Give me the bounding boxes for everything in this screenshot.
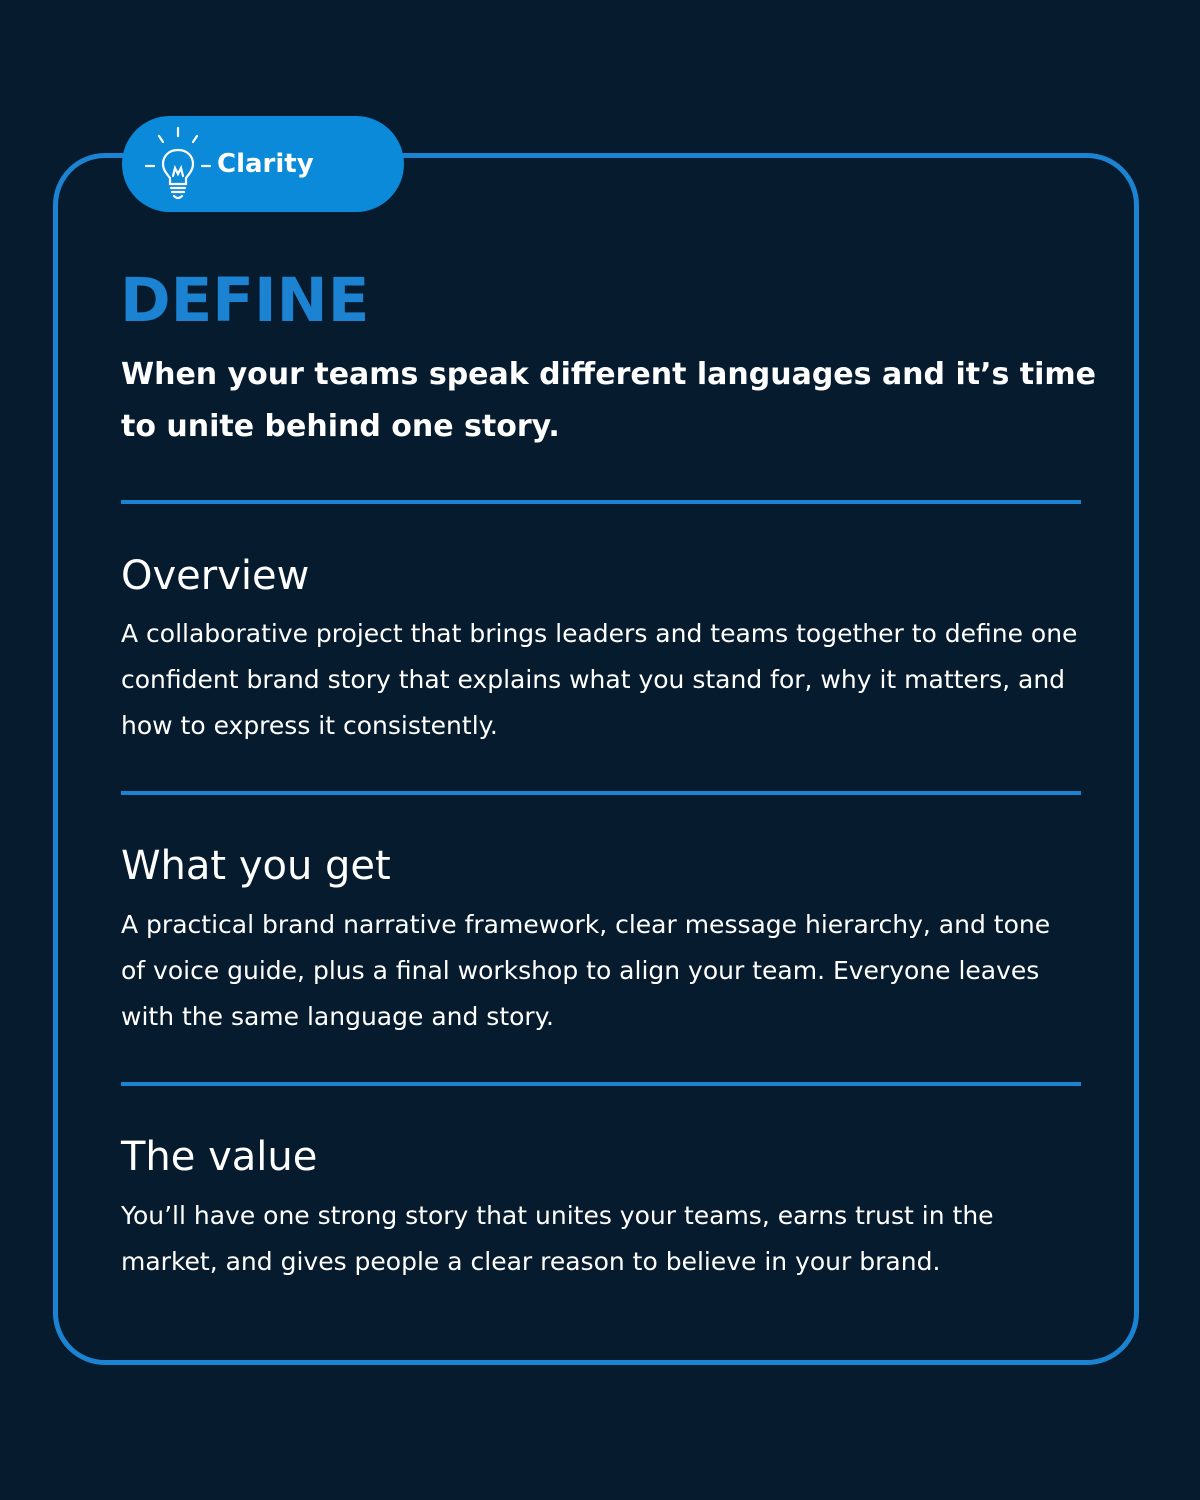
what-you-get-heading: What you get xyxy=(121,843,391,889)
value-heading: The value xyxy=(121,1134,318,1180)
divider xyxy=(121,791,1081,795)
intro-text: When your teams speak different languages and it’s time to unite behind one story. xyxy=(121,357,1097,444)
divider xyxy=(121,1082,1081,1086)
value-body: You’ll have one strong story that unites your teams, earns trust in the market, and gives people a clear reason to believe in your brand. xyxy=(121,1201,994,1276)
category-badge xyxy=(122,116,404,212)
divider xyxy=(121,500,1081,504)
what-you-get-body: A practical brand narrative framework, clear message hierarchy, and tone of voice guide, plus a final workshop to align your team. Everyone leaves with the same language and story. xyxy=(121,910,1051,1031)
page-title: DEFINE xyxy=(120,265,370,336)
lightbulb-icon xyxy=(138,124,218,208)
overview-heading: Overview xyxy=(121,553,310,599)
badge-label: Clarity xyxy=(217,149,314,179)
overview-body: A collaborative project that brings leaders and teams together to define one confident brand story that explains what you stand for, why it matters, and how to express it consistently. xyxy=(121,619,1078,740)
